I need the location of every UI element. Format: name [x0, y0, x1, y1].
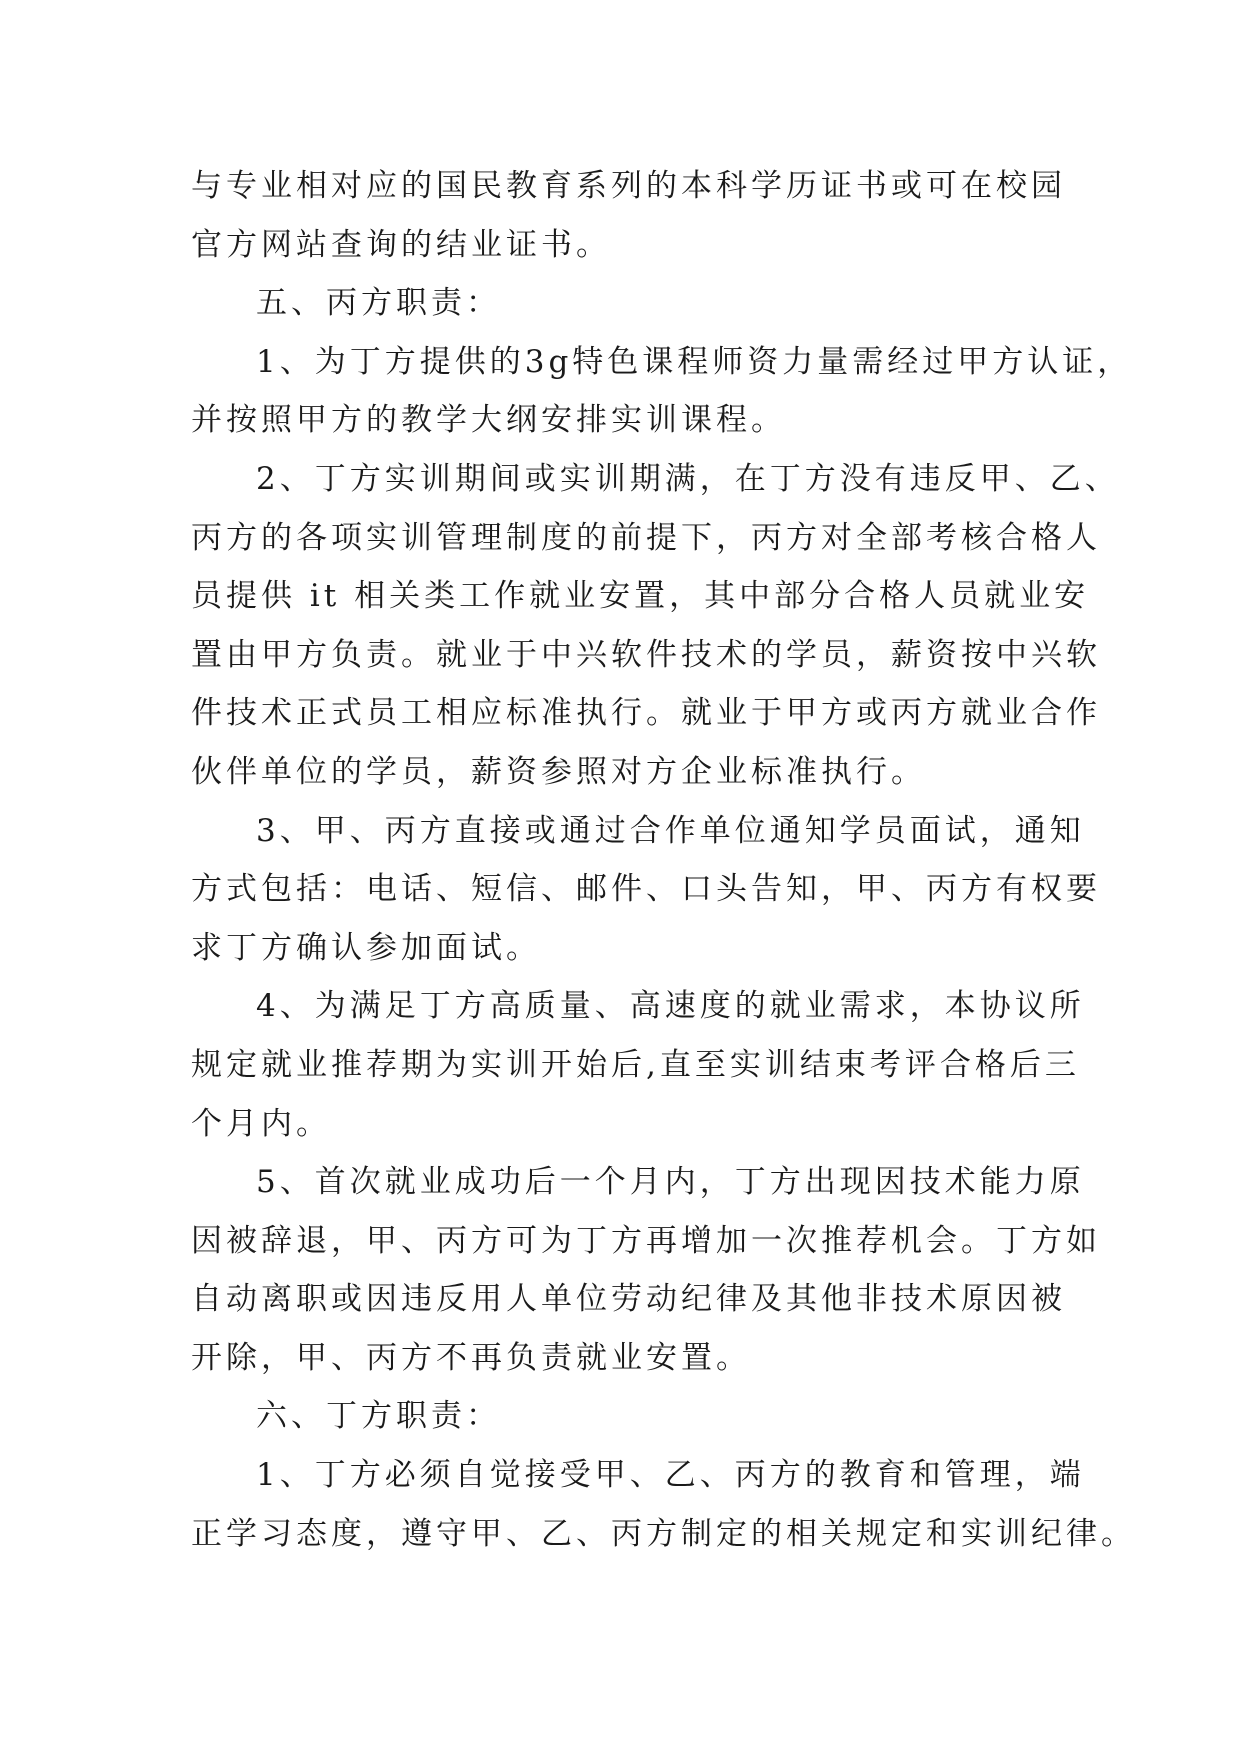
- body-line: 伙伴单位的学员，薪资参照对方企业标准执行。: [191, 753, 926, 790]
- body-line: 自动离职或因违反用人单位劳动纪律及其他非技术原因被: [191, 1281, 1066, 1318]
- body-line: 因被辞退，甲、丙方可为丁方再增加一次推荐机会。丁方如: [191, 1222, 1101, 1259]
- body-line: 开除，甲、丙方不再负责就业安置。: [191, 1339, 751, 1376]
- body-line: 规定就业推荐期为实训开始后,直至实训结束考评合格后三: [191, 1046, 1080, 1083]
- paragraph-start: 1、为丁方提供的3g特色课程师资力量需经过甲方认证，: [256, 343, 1133, 380]
- body-line: 与专业相对应的国民教育系列的本科学历证书或可在校园: [191, 168, 1066, 204]
- body-line: 官方网站查询的结业证书。: [191, 226, 611, 263]
- body-line: 求丁方确认参加面试。: [191, 929, 541, 966]
- document-body: [191, 157, 1136, 1563]
- body-line: 员提供 it 相关类工作就业安置，其中部分合格人员就业安: [191, 578, 1090, 615]
- paragraph-start: 4、为满足丁方高质量、高速度的就业需求，本协议所: [256, 988, 1085, 1025]
- body-line: 正学习态度，遵守甲、乙、丙方制定的相关规定和实训纪律。: [191, 1515, 1136, 1552]
- body-line: 个月内。: [191, 1105, 331, 1142]
- paragraph-start: 1、丁方必须自觉接受甲、乙、丙方的教育和管理，端: [256, 1457, 1085, 1494]
- body-line: 方式包括：电话、短信、邮件、口头告知，甲、丙方有权要: [191, 871, 1101, 908]
- paragraph-start: 3、甲、丙方直接或通过合作单位通知学员面试，通知: [256, 812, 1085, 849]
- body-line: 丙方的各项实训管理制度的前提下，丙方对全部考核合格人: [191, 519, 1101, 556]
- body-line: 并按照甲方的教学大纲安排实训课程。: [191, 402, 786, 439]
- paragraph-start: 5、首次就业成功后一个月内，丁方出现因技术能力原: [256, 1164, 1085, 1201]
- section-heading: 五、丙方职责：: [256, 285, 501, 322]
- body-line: 置由甲方负责。就业于中兴软件技术的学员，薪资按中兴软: [191, 636, 1101, 673]
- paragraph-start: 2、丁方实训期间或实训期满，在丁方没有违反甲、乙、: [256, 460, 1120, 497]
- body-line: 件技术正式员工相应标准执行。就业于甲方或丙方就业合作: [191, 695, 1101, 732]
- section-heading: 六、丁方职责：: [256, 1398, 501, 1435]
